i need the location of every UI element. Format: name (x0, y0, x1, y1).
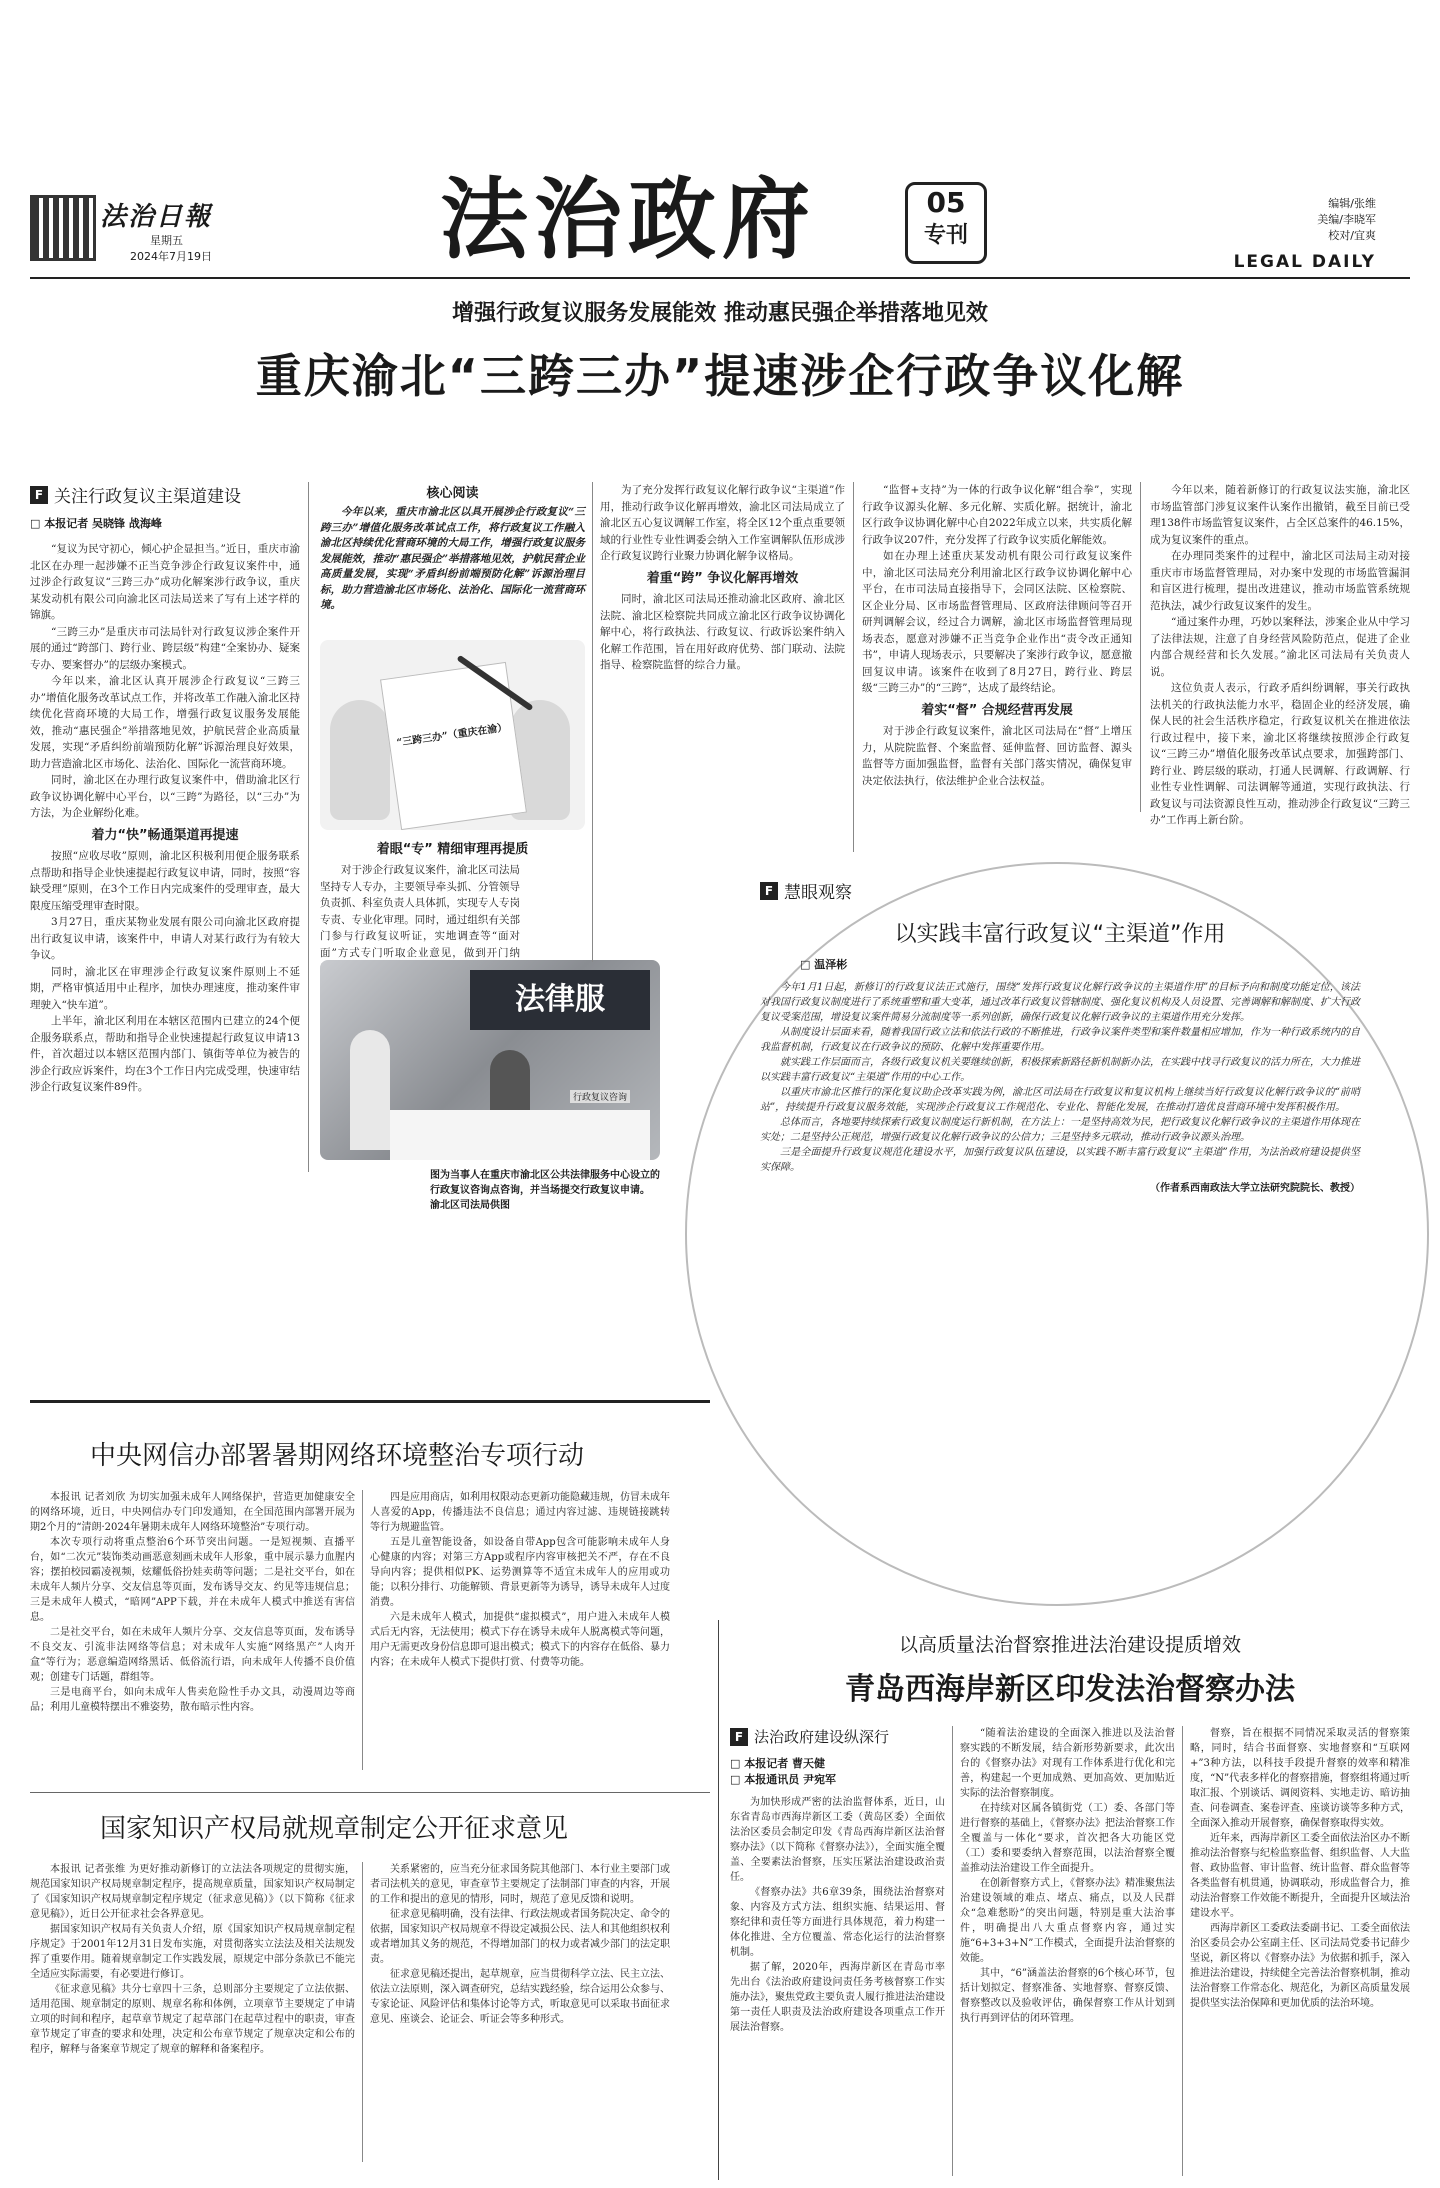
qingdao-headline: 青岛西海岸新区印发法治督察办法 (845, 1672, 1295, 1707)
commentary-author-note: （作者系西南政法大学立法研究院院长、教授） (1150, 1183, 1360, 1194)
service-center-photo (320, 960, 660, 1160)
subhead-pro: 着眼“专” 精细审理再提质 (376, 842, 529, 857)
column-logo-icon: F (730, 1728, 748, 1746)
commentary-body: 今年1月1日起，新修订的行政复议法正式施行，围绕“发挥行政复议化解行政争议的主渠道作用”的目标予向和制度功能定位，该法对我国行政复议制度进行了系统重塑和重大变革，通过改革行政复议管辖制度、强化复议机构及人员设置、完善调解和解制度、扩大行政复议受案范围，增设复议案件简易分流制度等一系列创新，确保行政复议化解行政争议的主渠道作用充分发挥。 从制度设计层面来看，随着我国行政立法和依法行政的不断推进，行政争议案件类型和案件数量相应增加，作为一种行政系统内的自我监督机制，行政复议在行政争议的预防、化解中发挥重要作用。 就实践工作层面而言，各级行政复议机关要继续创新，积极探索新路径新机制新办法，在实践中找寻行政复议的活力所在，大力推进以实践丰富行政复议“主渠道”作用的中心工作。 以重庆市渝北区推行的深化复议助企改革实践为例，渝北区司法局在行政复议和复议机构上继续当好行政复议化解行政争议的“前哨站”，持续提升行政复议服务效能，实现涉企行政复议工作规范化、专业化、智能化发展，在推动打造优良营商环境中发挥积极作用。 总体而言，各地要持续探索行政复议制度运行新机制，在方法上：一是坚持高效为民，把行政复议化解行政争议的主渠道作用体现在实处；二是坚持公正规范，增强行政复议化解行政争议的公信力；三是坚持多元联动，推动行政争议源头治理。 三是全面提升行政复议规范化建设水平，加强行政复议队伍建设，以实践不断丰富行政复议“主渠道”作用，为法治政府建设提供坚实保障。 (760, 982, 1360, 1173)
lead-col-5: 今年以来，随着新修订的行政复议法实施，渝北区市场监管部门涉复议案件认案作出撤销，截至目前已受理138件市场监管复议案件，占全区总案件的46.15%，成为复议案件的重点。 在办理同类案件的过程中，渝北区司法局主动对接重庆市市场监督管理局，对办案中发现的市场监管漏洞和盲区进行梳理，提出改进建议，推动市场监管系统规范执法，减少行政复议案件的发生。 “通过案件办理，巧妙以案释法，涉案企业从中学习了法律法规，注意了自身经营风险防范点，促进了企业内部合规经营和长久发展。”渝北区司法局有关负责人说。 这位负责人表示，行政矛盾纠纷调解，事关行政执法机关的行政执法能力水平，稳固企业的经济发展，确保人民的社会生活秩序稳定，行政复议机关在推进依法行政过程中，接下来，渝北区将继续按照涉企行政复议“三跨三办”增值化服务改革试点要求，加强跨部门、跨行业、跨层级的联动，打通人民调解、行政调解、行业性专业性调解、司法调解等通道，实现行政执法、行政复议与司法资源良性互动，推动涉企行政复议“三跨三办”工作再上新台阶。 (1150, 484, 1410, 826)
news1-title: 中央网信办部署暑期网络环境整治专项行动 (90, 1441, 585, 1471)
commentary-content (760, 878, 1360, 1194)
hand-left-icon (330, 700, 390, 820)
desk (390, 1110, 650, 1160)
column-logo-icon: F (760, 882, 778, 900)
lead-col-1 (30, 482, 300, 1096)
news2-col-b: 关系紧密的，应当充分征求国务院其他部门、本行业主要部门或者司法机关的意见，审查章节主要规定了法制部门审查的内容，开展的工作和提出的意见的情形，同时，规范了意见反馈和说明。 征求意见稿明确，没有法律、行政法规或者国务院决定、命令的依据，国家知识产权局规章不得设定减损公民、法人和其他组织权利或者增加其义务的规范，不得增加部门的权力或者减少部门的法定职责。 征求意见稿还提出，起草规章，应当贯彻科学立法、民主立法、依法立法原则，深入调查研究，总结实践经验，综合运用公众参与、专家论证、风险评估和集体讨论等方式，听取意见可以采取书面征求意见、座谈会、论证会、听证会等多种形式。 (370, 1864, 670, 2025)
paper-name: 法治日報 (100, 202, 213, 232)
lead-col-3: 为了充分发挥行政复议化解行政争议“主渠道”作用，推动行政争议化解再增效，渝北区司法局成立了渝北区五心复议调解工作室，将全区12个重点重要领域的行业性专业性调委会纳入工作室调解队伍形成涉企行政复议跨行业聚力协调化解争议格局。 着重“跨” 争议化解再增效 同时，渝北区司法局还推动渝北区政府、渝北区法院、渝北区检察院共同成立渝北区行政争议协调化解中心，将行政执法、行政复议、行政诉讼案件纳入化解工作范围，旨在用好政府优势、部门联动、法院指导、检察院监督的综合力量。 (600, 484, 845, 671)
qingdao-col-3: 督察，旨在根据不同情况采取灵活的督察策略，同时，结合书面督察、实地督察和“互联网+”3种方法，以科技手段提升督察的效率和精准度，“N”代表多样化的督察措施，督察组将通过听取汇报、个别谈话、调阅资料、实地走访、暗访抽查、问卷调查、案卷评查、座谈访谈等多种方式，全面深入推动开展督察，确保督察取得实效。 近年来，西海岸新区工委全面依法治区办不断推动法治督察与纪检监察监督、组织监督、人大监督、政协监督、审计监督、统计监督、群众监督等各类监督有机贯通，协调联动，形成监督合力，推动法治督察工作效能不断提升，全面提升区域法治建设水平。 西海岸新区工委政法委副书记、工委全面依法治区委员会办公室副主任、区司法局党委书记薛少坚说，新区将以《督察办法》为依据和抓手，深入推进法治建设，持续健全完善法治督察机制，推动法治督察工作常态化、规范化，为新区高质量发展提供坚实法治保障和更加优质的法治环境。 (1190, 1728, 1410, 2009)
document-cert-text: “三跨三办”（重庆在渝） (396, 722, 509, 749)
legal-daily-english: LEGAL DAILY (1233, 252, 1376, 272)
lead-body-col1: “复议为民守初心，倾心护企显担当。”近日，重庆市渝北区在办理一起涉嫌不正当竞争涉企行政复议案件中，通过涉企行政复议“三跨三办”成功化解案涉行政争议，重庆某发动机有限公司向渝北区司法局送来了写有上述字样的锦旗。 “三跨三办”是重庆市司法局针对行政复议涉企案件开展的通过“跨部门、跨行业、跨层级”构建“全案协办、疑案专办、要案督办”的层级办案模式。 今年以来，渝北区认真开展涉企行政复议“三跨三办”增值化服务改革试点工作，并将改革工作融入渝北区持续优化营商环境的大局工作，增强行政复议服务发展能效，推动“惠民强企”举措落地见效，护航民营企业高质量发展，实现“矛盾纠纷前端预防化解”诉源治理良好效果，助力营造渝北区市场化、法治化、国际化一流营商环境。 同时，渝北区在办理行政复议案件中，借助渝北区行政争议协调化解中心平台，以“三跨”为路径，以“三办”为方法，为企业解纷化难。 着力“快”畅通渠道再提速 按照“应收尽收”原则，渝北区积极利用便企服务联系点帮助和指导企业快速提起行政复议申请，同时，按照“容缺受理”原则，在3个工作日内完成案件的受理审查，最大限度压缩受理审查时限。 3月27日，重庆某物业发展有限公司向渝北区政府提出行政复议申请，该案件中，申请人对某行政行为有较大争议。 同时，渝北区在审理涉企行政复议案件原则上不延期，严格审慎适用中止程序，加快办理速度，推动案件审理驶入“快车道”。 上半年，渝北区利用在本辖区范围内已建立的24个便企服务联系点，帮助和指导企业快速提起行政复议申请13件，首次超过以本辖区范围内部门、镇街等单位为被告的涉企行政应诉案件，均在3个工作日内完成受理，快速审结涉企行政复议案件89件。 (30, 543, 300, 1093)
designer: 美编/李晓军 (1317, 213, 1376, 226)
lead-col-4: “监督+支持”为一体的行政争议化解“组合拳”，实现行政争议源头化解、多元化解、实质化解。据统计，渝北区行政争议协调化解中心自2022年成立以来，共实质化解行政争议207件，充分发挥了行政争议实质化解能效。 如在办理上述重庆某发动机有限公司行政复议案件中，渝北区司法局充分利用渝北区行政争议协调化解中心平台，在市司法局直接指导下，会同区法院、区检察院、区企业分局、区市场监督管理局、区政府法律顾问等召开研判调解会议，经过合力调解，渝北区市场监督管理局现场表态，愿意对涉嫌不正当竞争企业作出“责令改正通知书”，申请人现场表示，只要解决了案涉行政争议，愿意撤回复议申请。该案件在收到了8月27日，跨行业、跨层级“三跨三办”的“三跨”，达成了最终结论。 着实“督” 合规经营再发展 对于涉企行政复议案件，渝北区司法局在“督”上增压力，从院院监督、个案监督、延伸监督、回访监督、源头监督等方面加强监督，监督有关部门落实情况，确保复审决定依法执行，依法维护企业合法权益。 (862, 484, 1132, 787)
editor-credits (1317, 196, 1376, 244)
proofreader: 校对/宜爽 (1328, 229, 1376, 242)
core-read-box (320, 482, 585, 614)
commentary-title: 以实践丰富行政复议“主渠道”作用 (894, 922, 1226, 947)
subhead-fast: 着力“快”畅通渠道再提速 (91, 827, 239, 843)
qingdao-col-2: “随着法治建设的全面深入推进以及法治督察实践的不断发展，结合新形势新要求，此次出台的《督察办法》对现有工作体系进行优化和完善，构建起一个更加成熟、更加高效、更加贴近实际的法治督察制度。 在持续对区属各镇街党（工）委、各部门等进行督察的基础上，《督察办法》把法治督察工作全覆盖与一体化“要求，首次把各大功能区党（工）委和要委纳入督察范围，以法治督察全覆盖推动法治建设工作全面提升。 在创新督察方式上，《督察办法》精准聚焦法治建设领域的难点、堵点、痛点，以及人民群众“急难愁盼”的突出问题，特别是重大法治事件，明确提出八大重点督察内容，通过实施“6+3+3+N”工作模式，全面提升法治督察的效能。 其中，“6”涵盖法治督察的6个核心环节，包括计划拟定、督察准备、实地督察、督察反馈、督察整改以及验收评估，确保督察工作从计划到执行再到评估的闭环管理。 (960, 1728, 1175, 2024)
core-read-text: 今年以来，重庆市渝北区以具开展涉企行政复议“三跨三办”增值化服务改革试点工作，将行政复议工作融入渝北区持续优化营商环境的大局工作，增强行政复议服务发展能效，推动“惠民强企”举措落地见效，护航民营企业高质量发展，实现“矛盾纠纷前端预防化解”诉源治理目标，助力营造渝北区市场化、法治化、国际化一流营商环境。 (320, 506, 585, 611)
page-number: 05 (926, 186, 966, 219)
qingdao-column-label: F 法治政府建设纵深行 (730, 1726, 945, 1747)
lead-byline: □ 本报记者 吴晓锋 战海峰 (30, 517, 162, 530)
lead-column-label: F 关注行政复议主渠道建设 (30, 482, 300, 507)
news-divider (30, 1792, 710, 1793)
qingdao-byline-1: □ 本报记者 曹天健 (730, 1757, 826, 1770)
news1-col-a: 本报讯 记者刘欣 为切实加强未成年人网络保护，营造更加健康安全的网络环境，近日，中央网信办专门印发通知，在全国范围内部署开展为期2个月的“清朗·2024年暑期未成年人网络环境整治”专项行动。 本次专项行动将重点整治6个环节突出问题。一是短视频、直播平台，如“二次元”装饰类动画恶意刻画未成年人形象，重中展示暴力血腥内容；摆拍校园霸凌视频，炫耀低俗扮娃卖萌等问题；二是社交平台，如在未成年人频片分享、交友信息等页面，发布诱导交友、约见等违规信息；三是未成年人模式，“暗网”APP下载，并在未成年人模式中推送有害信息。 二是社交平台，如在未成年人频片分享、交友信息等页面，发布诱导不良交友、引流非法网络等信息；对未成年人实施“网络黑产”人肉开盒“等行为；恶意编造网络黑话、低俗流行语，向未成年人传播不良价值观；创建专门话题，群组等。 三是电商平台，如向未成年人售卖危险性手办文具，动漫周边等商品；利用儿童模特摆出不雅姿势，散布暗示性内容。 (30, 1492, 355, 1713)
weekday: 星期五 (150, 234, 183, 247)
photo-caption: 图为当事人在重庆市渝北区公共法律服务中心设立的行政复议咨询点咨询，并当场提交行政复议申请。 渝北区司法局供图 (430, 1170, 660, 1211)
section-title: 法治政府 (440, 168, 817, 271)
masthead-rule (30, 277, 1410, 279)
qingdao-col-1: F 法治政府建设纵深行 □ 本报记者 曹天健 □ 本报通讯员 尹宛军 为加快形成严密的法治监督体系，近日，山东省青岛市西海岸新区工委（黄岛区委）全面依法治区委员会制定印发《青岛西海岸新区法治督察办法》（以下简称《督察办法》），全面实施全覆盖、全要素法治督察，压实压紧法治建设政治责任。 《督察办法》共6章39条，围绕法治督察对象、内容及方式方法、组织实施、结果运用、督察纪律和责任等方面进行具体规范，着力构建一体化推进、全方位覆盖、常态化运行的法治督察机制。 据了解，2020年，西海岸新区在青岛市率先出台《法治政府建设问责任务考核督察工作实施办法》，聚焦党政主要负责人履行推进法治建设第一责任人职责及法治政府建设各项重点工作开展法治督察。 (730, 1728, 945, 2033)
qingdao-byline-2: □ 本报通讯员 尹宛军 (730, 1773, 837, 1786)
qingdao-kicker: 以高质量法治督察推进法治建设提质增效 (898, 1634, 1241, 1656)
photo-credit: 渝北区司法局供图 (430, 1200, 510, 1211)
person-1 (350, 1030, 390, 1150)
news2-title: 国家知识产权局就规章制定公开征求意见 (100, 1814, 569, 1844)
news1-col-b: 四是应用商店，如利用权限动态更新功能隐藏违规，仿冒未成年人喜爱的App，传播违法不良信息；通过内容过滤、违规链接跳转等行为规避监管。 五是儿童智能设备，如设备自带App包含可能影响未成年人身心健康的内容；对第三方App或程序内容审核把关不严，存在不良导向内容；提供相似PK、运势测算等不适宜未成年人的应用或功能；以积分排行、功能解锁、背景更新等为诱导，诱导未成年人过度消费。 六是未成年人模式，加提供“虚拟模式”，用户进入未成年人模式后无内容，无法使用；模式下存在诱导未成年人脱离模式等问题，用户无需更改身份信息即可退出模式；模式下的内容存在低俗、暴力内容；在未成年人模式下提供打赏、付费等功能。 (370, 1492, 670, 1668)
news2-col-a: 本报讯 记者张维 为更好推动新修订的立法法各项规定的贯彻实施，规范国家知识产权局规章制定程序，提高规章质量，国家知识产权局制定了《国家知识产权局规章制定程序规定（征求意见稿）》（以下简称《征求意见稿》），近日公开征求社会各界意见。 据国家知识产权局有关负责人介绍，原《国家知识产权局规章制定程序规定》于2001年12月31日发布实施，对贯彻落实立法法及相关法规发挥了重要作用。随着规章制定工作实践发展，原规定中部分条款已不能完全适应实际需要，有必要进行修订。 《征求意见稿》共分七章四十三条，总则部分主要规定了立法依据、适用范围、规章制定的原则、规章名称和体例，立项章节主要规定了申请立项的时间和程序，起草章节规定了起草部门在起草过程中的职责，审查章节规定了审查的要求和处理，决定和公布章节规定了规章决定和公布的程序，解释与备案章节规定了规章的解释和备案程序。 (30, 1864, 355, 2055)
subhead-cross: 着重“跨” 争议化解再增效 (646, 570, 799, 586)
mid-rule (30, 1400, 710, 1403)
core-read-title: 核心阅读 (426, 486, 479, 501)
qr-code-icon[interactable] (30, 195, 96, 261)
editor: 编辑/张维 (1328, 197, 1376, 210)
column-logo-icon: F (30, 486, 48, 504)
issue-date: 2024年7月19日 (130, 250, 212, 263)
page-badge (905, 182, 987, 264)
desk-sign: 行政复议咨询 (570, 1090, 630, 1103)
document-illustration (320, 640, 585, 830)
lead-body-col2: 对于涉企行政复议案件，渝北区司法局坚持专人专办，主要领导牵头抓、分管领导负责抓、科室负责人具体抓，实现专人专岗专责、专业化审理。同时，通过组织有关部门参与行政复议听证，实地调查等“面对面”方式专门听取企业意见，做到开门纳 (320, 864, 520, 959)
commentary-author: □ 温泽彬 (800, 958, 848, 971)
subhead-supervise: 着实“督” 合规经营再发展 (921, 702, 1073, 718)
page-type: 专刊 (923, 223, 968, 248)
service-sign: 法律服 (470, 970, 650, 1030)
masthead (0, 0, 1440, 270)
lead-kicker: 增强行政复议服务发展能效 推动惠民强企举措落地见效 (452, 301, 988, 326)
commentary-label: F 慧眼观察 (760, 878, 1360, 903)
lead-headline: 重庆渝北“三跨三办”提速涉企行政争议化解 (255, 349, 1185, 403)
